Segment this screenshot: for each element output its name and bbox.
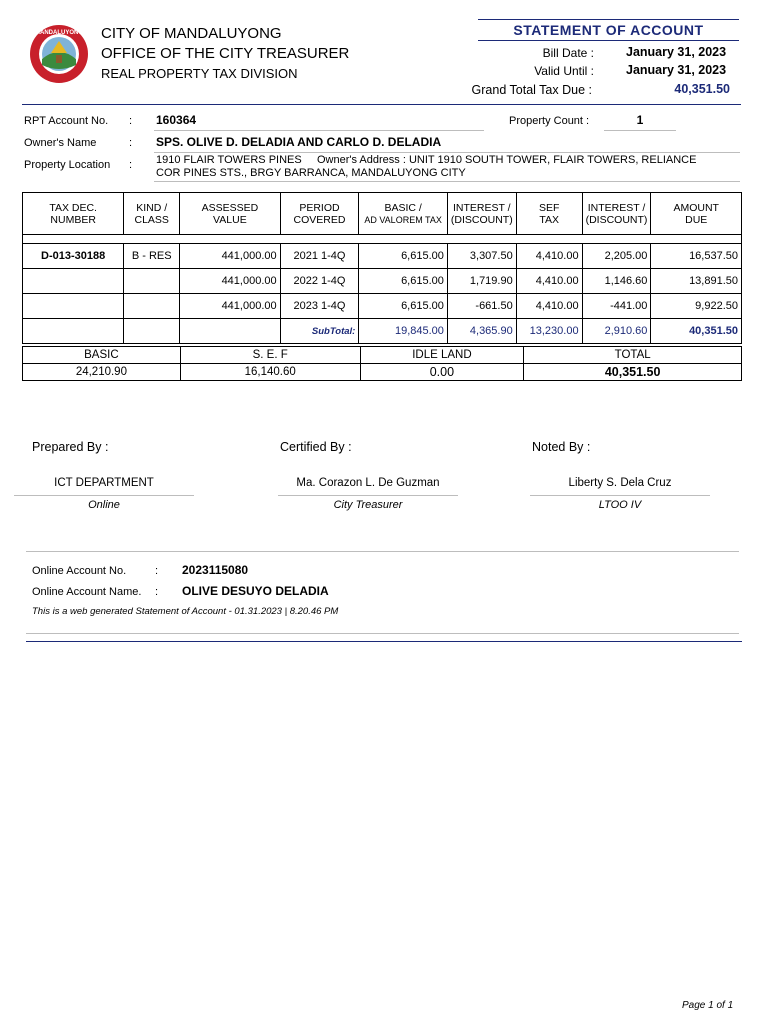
basic-total: 24,210.90 [23,364,181,381]
location-underline [154,181,740,182]
totals-header-row [23,347,742,364]
assessed-value: 441,000.00 [180,244,281,269]
certified-by-label: Certified By : [280,440,352,454]
table-spacer-row [23,235,742,244]
owner-underline [154,152,740,153]
col-header: PERIOD COVERED [280,193,359,235]
colon: : [129,115,133,127]
division-name: REAL PROPERTY TAX DIVISION [101,66,298,81]
signature-line [14,495,194,496]
col-header: AMOUNT DUE [651,193,742,235]
basic-interest: 3,307.50 [447,244,516,269]
property-location-label: Property Location [24,159,111,171]
bill-date-label: Bill Date : [542,46,594,60]
basic-interest: -661.50 [447,294,516,319]
basic-tax: 6,615.00 [359,244,448,269]
city-name: CITY OF MANDALUYONG [101,25,282,42]
basic-interest: 1,719.90 [447,269,516,294]
col-header: TAX DEC. NUMBER [23,193,124,235]
tax-dec-number: D-013-30188 [23,244,124,269]
property-location-line2: COR PINES STS., BRGY BARRANCA, MANDALUYONG CITY [156,167,466,179]
title-rule-bottom [478,40,739,41]
kind-class [124,269,180,294]
subtotal-label: SubTotal: [280,319,359,344]
subtotal-row [23,319,742,344]
empty-cell [124,319,180,344]
signature-line [278,495,458,496]
generated-note: This is a web generated Statement of Account - 01.31.2023 | 8.20.46 PM [32,606,339,617]
grand-total-value: 40,351.50 [674,82,730,96]
certified-by-role: City Treasurer [333,499,403,511]
svg-text:MANDALUYONG: MANDALUYONG [35,30,83,36]
city-seal-logo [29,23,89,85]
certified-by-name: Ma. Corazon L. De Guzman [296,477,440,489]
idle-land-label: IDLE LAND [360,347,524,364]
noted-by-name: Liberty S. Dela Cruz [568,477,672,489]
owner-name-value: SPS. OLIVE D. DELADIA AND CARLO D. DELADIA [156,135,442,149]
totals-summary [22,346,742,381]
table-header-row [23,193,742,235]
sef-interest: 2,205.00 [582,244,651,269]
amount-due: 13,891.50 [651,269,742,294]
rpt-account-label: RPT Account No. [24,115,109,127]
tax-dec-number [23,269,124,294]
col-header: INTEREST / (DISCOUNT) [582,193,651,235]
subtotal-basic: 19,845.00 [359,319,448,344]
colon: : [155,565,159,577]
property-count-label: Property Count : [509,115,590,127]
prepared-by-role: Online [88,499,120,511]
period-covered: 2021 1-4Q [280,244,359,269]
tax-table [22,192,742,344]
page-number: Page 1 of 1 [682,1000,734,1011]
table-row [23,294,742,319]
prepared-by-name: ICT DEPARTMENT [54,477,154,489]
amount-due: 16,537.50 [651,244,742,269]
basic-label: BASIC [23,347,181,364]
property-count-underline [604,130,676,131]
bill-date-value: January 31, 2023 [626,45,727,59]
kind-class: B - RES [124,244,180,269]
footer-divider-blue [26,641,742,642]
basic-tax: 6,615.00 [359,269,448,294]
period-covered: 2023 1-4Q [280,294,359,319]
signature-line [530,495,710,496]
sef-tax: 4,410.00 [516,294,582,319]
grand-total: 40,351.50 [524,364,742,381]
basic-tax: 6,615.00 [359,294,448,319]
noted-by-role: LTOO IV [598,499,642,511]
assessed-value: 441,000.00 [180,269,281,294]
statement-title: STATEMENT OF ACCOUNT [513,22,704,38]
valid-until-label: Valid Until : [534,64,594,78]
subtotal-amount-due: 40,351.50 [651,319,742,344]
grand-total-label: Grand Total Tax Due : [471,83,592,97]
kind-class [124,294,180,319]
sef-tax: 4,410.00 [516,244,582,269]
online-account-name-value: OLIVE DESUYO DELADIA [182,584,329,598]
property-count-value: 1 [636,113,644,127]
prepared-by-label: Prepared By : [32,440,109,454]
sef-total: 16,140.60 [180,364,360,381]
online-account-no-value: 2023115080 [182,563,249,577]
tax-dec-number [23,294,124,319]
amount-due: 9,922.50 [651,294,742,319]
property-location-line1: 1910 FLAIR TOWERS PINES Owner's Address : UNIT 1910 SOUTH TOWER, FLAIR TOWERS, RELIANCE [156,154,697,166]
period-covered: 2022 1-4Q [280,269,359,294]
colon: : [155,586,159,598]
sef-interest: 1,146.60 [582,269,651,294]
total-label: TOTAL [524,347,742,364]
sef-label: S. E. F [180,347,360,364]
valid-until-value: January 31, 2023 [626,63,727,77]
col-header: BASIC / AD VALOREM TAX [359,193,448,235]
sef-interest: -441.00 [582,294,651,319]
assessed-value: 441,000.00 [180,294,281,319]
header-divider [22,104,741,105]
rpt-underline [154,130,484,131]
title-rule-top [478,19,739,20]
rpt-account-value: 160364 [156,113,197,127]
subtotal-sef-interest: 2,910.60 [582,319,651,344]
col-header: ASSESSED VALUE [180,193,281,235]
table-row [23,244,742,269]
footer-divider-grey [26,633,739,634]
section-divider [26,551,739,552]
colon: : [129,159,133,171]
subtotal-sef: 13,230.00 [516,319,582,344]
office-name: OFFICE OF THE CITY TREASURER [101,45,350,62]
owner-name-label: Owner's Name [24,137,97,149]
empty-cell [23,319,124,344]
idle-land-total: 0.00 [360,364,524,381]
empty-cell [180,319,281,344]
col-header: KIND / CLASS [124,193,180,235]
col-header: INTEREST / (DISCOUNT) [447,193,516,235]
online-account-no-label: Online Account No. [32,565,127,577]
online-account-name-label: Online Account Name. [32,586,142,598]
colon: : [129,137,133,149]
col-header: SEF TAX [516,193,582,235]
totals-value-row [23,364,742,381]
subtotal-basic-interest: 4,365.90 [447,319,516,344]
table-row [23,269,742,294]
noted-by-label: Noted By : [532,440,591,454]
sef-tax: 4,410.00 [516,269,582,294]
